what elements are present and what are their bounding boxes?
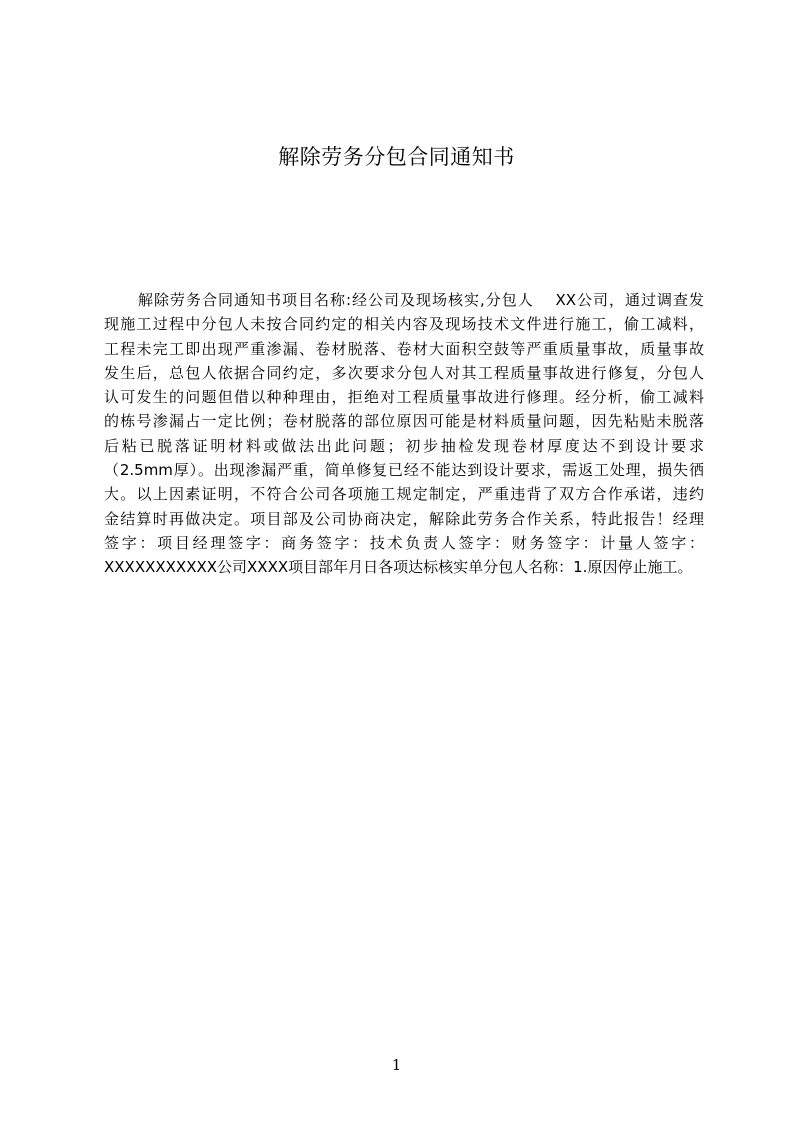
body-line-11: 签字：项目经理签字：商务签字：技术负责人签字：财务签字：计量人签字： <box>104 533 704 552</box>
body-line-7: 后粘已脱落证明材料或做法出此问题；初步抽检发现卷材厚度达不到设计要求 <box>104 436 704 455</box>
body-line-5: 认可发生的问题但借以种种理由，拒绝对工程质量事故进行修理。经分析，偷工减料 <box>104 388 704 407</box>
body-line-12: XXXXXXXXXXX公司XXXX项目部年月日各项达标核实单分包人名称：1.原因停止施工。 <box>104 558 693 577</box>
body-line-9: 大。以上因素证明，不符合公司各项施工规定制定，严重违背了双方合作承诺，违约 <box>104 485 704 504</box>
body-line-6: 的栋号渗漏占一定比例；卷材脱落的部位原因可能是材料质量问题，因先粘贴未脱落 <box>104 412 704 431</box>
document-title: 解除劳务分包合同通知书 <box>278 145 515 169</box>
body-line-10: 金结算时再做决定。项目部及公司协商决定，解除此劳务合作关系，特此报告！经理 <box>104 509 704 528</box>
body-line-8: （2.5mm厚）。出现渗漏严重，简单修复已经不能达到设计要求，需返工处理，损失徆 <box>104 461 704 480</box>
body-line-4: 发生后，总包人依据合同约定，多次要求分包人对其工程质量事故进行修复，分包人 <box>104 363 704 382</box>
body-line-2: 现施工过程中分包人未按合同约定的相关内容及现场技术文件进行施工，偷工减料， <box>104 315 704 334</box>
page-number: 1 <box>391 1056 402 1074</box>
document-body <box>104 288 704 580</box>
body-line-3: 工程未完工即出现严重渗漏、卷材脱落、卷材大面积空鼓等严重质量事故，质量事故 <box>104 339 704 358</box>
body-line-1: 解除劳务合同通知书项目名称:经公司及现场核实,分包人 XX公司，通过调查发 <box>138 291 704 309</box>
